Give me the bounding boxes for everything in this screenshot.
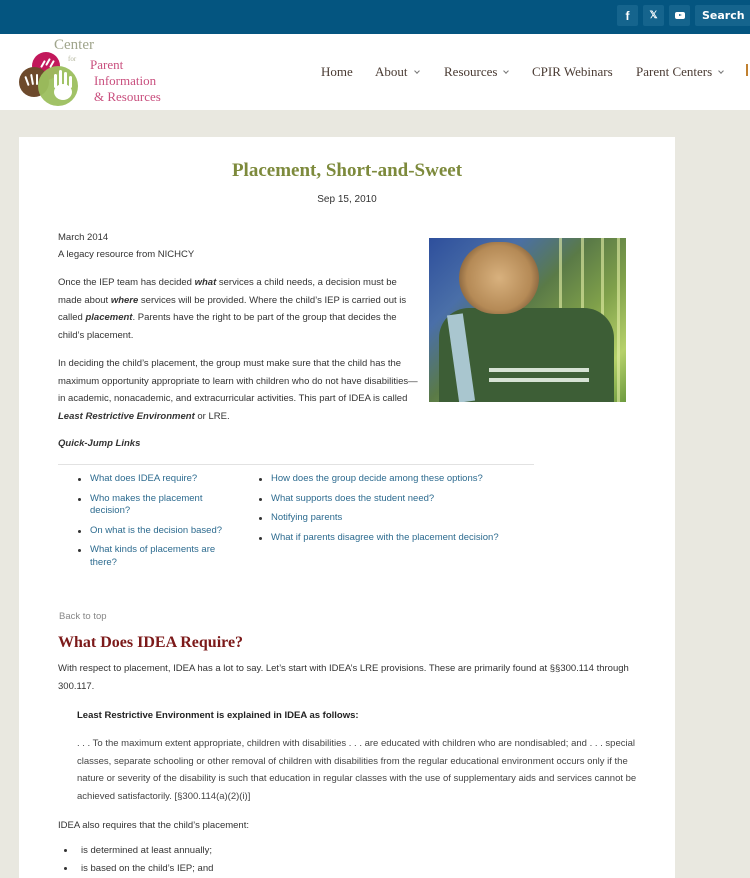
student-photo	[429, 238, 626, 402]
section-paragraph-2: IDEA also requires that the child’s placement:	[58, 820, 249, 831]
logo-resources-text: & Resources	[94, 89, 161, 104]
nav-home-label: Home	[321, 64, 353, 79]
quick-jump-link[interactable]: What supports does the student need?	[257, 493, 537, 506]
facebook-icon: f	[625, 8, 630, 23]
quick-jump-link[interactable]: What if parents disagree with the placement decision?	[257, 532, 537, 545]
site-logo[interactable]	[18, 36, 188, 108]
meta-date: March 2014	[58, 232, 109, 243]
site-header	[0, 34, 750, 110]
quick-jump-link[interactable]: Notifying parents	[257, 512, 537, 525]
logo-center-text: Center	[54, 37, 94, 53]
twitter-button[interactable]	[643, 5, 664, 26]
search-button[interactable]: Search	[695, 5, 750, 26]
intro-paragraph-2: In deciding the child’s placement, the group must make sure that the child has the maximum opportunity appropriate to learn with children who do not have disabilities—in academic, nonacademic, and extracurricular activities. This part of IDEA is called Least Restrictive Environment or LRE.	[58, 358, 418, 422]
quote-heading: Least Restrictive Environment is explained in IDEA as follows:	[77, 710, 359, 721]
nav-resources[interactable]	[444, 64, 508, 80]
nav-about-label: About	[375, 64, 408, 79]
list-item: is based on the child’s IEP; and	[59, 860, 213, 878]
quick-jump-list-right	[257, 473, 537, 551]
page-title: Placement, Short-and-Sweet	[231, 160, 463, 181]
logo-for-text: for	[68, 55, 77, 63]
quick-jump-link[interactable]: What does IDEA require?	[76, 473, 226, 486]
nav-home[interactable]	[321, 64, 353, 80]
list-item: is determined at least annually;	[59, 842, 213, 860]
nav-overflow-item[interactable]	[746, 64, 750, 76]
meta-source: A legacy resource from NICHCY	[58, 249, 195, 260]
back-to-top-link[interactable]: Back to top	[59, 611, 107, 622]
intro-paragraph-1: Once the IEP team has decided what services a child needs, a decision must be made about where services will be provided. Where the child’s IEP is carried out is called placement. Parents have the right to be part of the group that decides the child’s placement.	[58, 277, 407, 341]
chevron-down-icon	[504, 68, 510, 74]
article-card	[19, 137, 675, 878]
requirements-list	[59, 842, 213, 877]
quick-jump-list-left	[76, 473, 226, 576]
nav-parent-centers-label: Parent Centers	[636, 64, 713, 79]
logo-parent-text: Parent	[90, 57, 124, 72]
nav-cpir-webinars-label: CPIR Webinars	[532, 64, 613, 79]
quick-jump-heading: Quick-Jump Links	[58, 438, 141, 449]
top-bar	[0, 0, 750, 34]
twitter-icon: 𝕏	[649, 10, 658, 21]
quick-jump-link[interactable]: How does the group decide among these options?	[257, 473, 537, 486]
chevron-down-icon	[718, 68, 724, 74]
divider	[58, 464, 534, 465]
chevron-down-icon	[414, 68, 420, 74]
facebook-button[interactable]	[617, 5, 638, 26]
nav-cpir-webinars[interactable]	[532, 64, 613, 80]
nav-parent-centers[interactable]	[636, 64, 723, 80]
nav-about[interactable]	[375, 64, 419, 80]
post-date: Sep 15, 2010	[317, 194, 377, 205]
section-heading: What Does IDEA Require?	[58, 634, 244, 651]
lre-quote: . . . To the maximum extent appropriate, children with disabilities . . . are educated with children who are nondisabled; and . . . special classes, separate schooling or other removal of children with disabilities from the regular educational environment occurs only if the nature or severity of the disability is such that education in regular classes with the use of supplementary aids and services cannot be achieved satisfactorily. [§300.114(a)(2)(i)]	[77, 738, 637, 802]
nav-resources-label: Resources	[444, 64, 498, 79]
youtube-icon	[675, 12, 685, 19]
quick-jump-link[interactable]: What kinds of placements are there?	[76, 544, 226, 569]
quick-jump-link[interactable]: On what is the decision based?	[76, 525, 226, 538]
youtube-button[interactable]	[669, 5, 690, 26]
section-paragraph-1: With respect to placement, IDEA has a lot to say. Let’s start with IDEA’s LRE provisions. These are primarily found at §§300.114 through 300.117.	[58, 663, 629, 692]
logo-information-text: Information	[94, 73, 157, 88]
quick-jump-link[interactable]: Who makes the placement decision?	[76, 493, 226, 518]
